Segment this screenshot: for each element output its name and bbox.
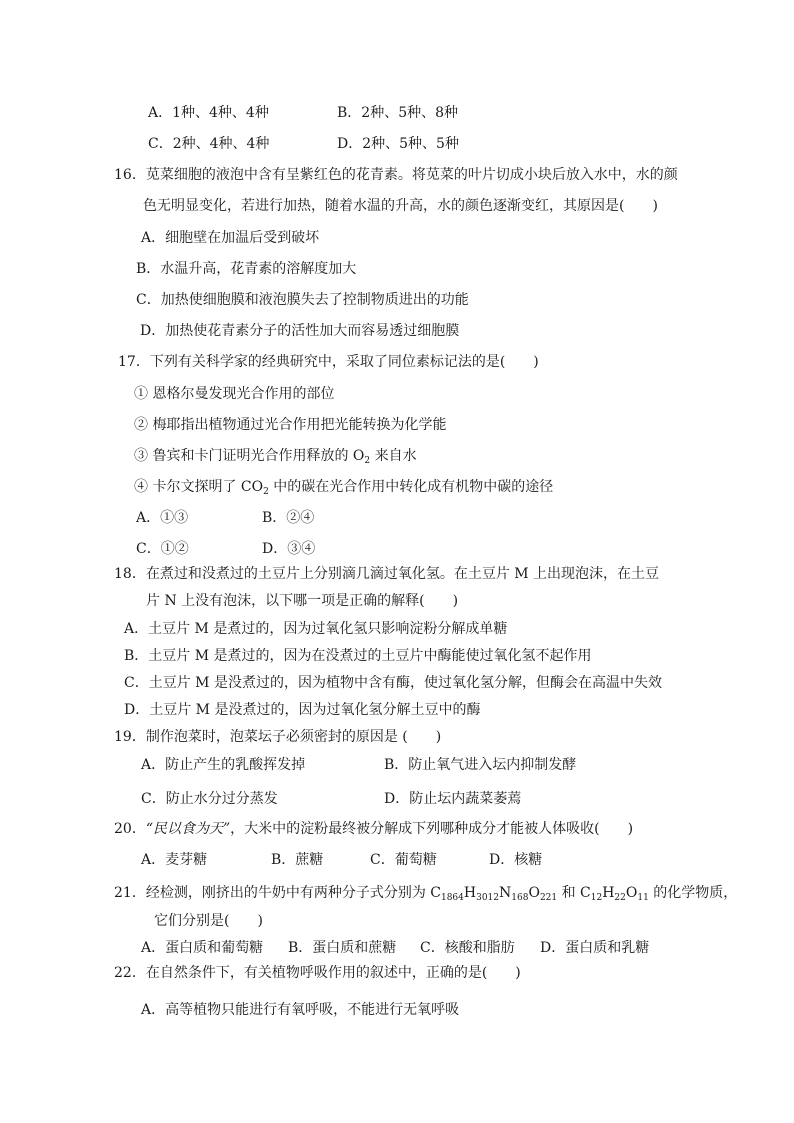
q20-option-d: D．核糖 — [489, 852, 543, 868]
q21-option-b: B．蛋白质和蔗糖 — [288, 940, 397, 956]
q20-stem — [114, 822, 633, 836]
q22-option-a: A．高等植物只能进行有氧呼吸，不能进行无氧呼吸 — [141, 1002, 460, 1018]
q21-formula-1-sub-1: 1864 — [440, 893, 464, 903]
q18-option-a: A．土豆片 M 是煮过的，因为过氧化氢只影响淀粉分解成单糖 — [124, 621, 508, 637]
q21-formula-2-sub-3: 11 — [637, 893, 649, 903]
q21-formula-1-sub-3: 168 — [511, 893, 529, 903]
q21-formula-1-sub-4: 221 — [539, 893, 558, 903]
q17-item-4-tail: 中的碳在光合作用中转化成有机物中碳的途径 — [268, 479, 554, 495]
q21-formula-2-element-h: H — [602, 885, 615, 901]
q18-stem-line-2: 片 N 上没有泡沫，以下哪一项是正确的解释( ) — [146, 593, 459, 609]
q21-formula-2-sub-1: 12 — [590, 893, 603, 903]
q21-stem-line-2: 它们分别是( ) — [154, 913, 263, 929]
q17-item-4 — [134, 479, 554, 497]
q21-stem-tail: 的化学物质， — [648, 885, 738, 901]
q19-option-c: C．防止水分过分蒸发 — [141, 791, 278, 807]
q21-formula-2-element-o: O — [625, 885, 638, 901]
q17-item-2: ② 梅耶指出植物通过光合作用把光能转换为化学能 — [134, 417, 447, 433]
q16-option-c: C．加热使细胞膜和液泡膜失去了控制物质进出的功能 — [136, 292, 469, 308]
q17-item-3-text: ③ 鲁宾和卡门证明光合作用释放的 O — [134, 448, 365, 464]
q21-stem-text: 21．经检测，刚挤出的牛奶中有两种分子式分别为 C — [114, 885, 441, 901]
q18-option-c: C．土豆片 M 是没煮过的，因为植物中含有酶，使过氧化氢分解，但酶会在高温中失效 — [124, 675, 662, 691]
q22-stem: 22．在自然条件下，有关植物呼吸作用的叙述中，正确的是( ) — [114, 965, 521, 981]
q19-stem: 19．制作泡菜时，泡菜坛子必须密封的原因是 ( ) — [114, 729, 442, 745]
q17-item-4-subscript: 2 — [263, 487, 269, 497]
q21-formula-1-element-n: N — [499, 885, 512, 901]
q18-option-b: B．土豆片 M 是煮过的，因为在没煮过的土豆片中酶能使过氧化氢不起作用 — [124, 648, 592, 664]
q16-option-b: B．水温升高，花青素的溶解度加大 — [136, 261, 357, 277]
q16-option-d: D．加热使花青素分子的活性加大而容易透过细胞膜 — [140, 323, 460, 339]
q17-item-4-text: ④ 卡尔文探明了 CO — [134, 479, 264, 495]
q16-option-a: A．细胞壁在加温后受到破坏 — [141, 230, 320, 246]
q16-stem-line-2: 色无明显变化，若进行加热，随着水温的升高，水的颜色逐渐变红，其原因是( ) — [143, 198, 658, 214]
q20-option-c: C．葡萄糖 — [370, 852, 437, 868]
q15-option-c: C．2种、4种、4种 — [148, 136, 270, 152]
q17-stem: 17．下列有关科学家的经典研究中，采取了同位素标记法的是( ) — [118, 354, 539, 370]
q20-number: 20． — [114, 821, 146, 837]
q21-option-a: A．蛋白质和葡萄糖 — [141, 940, 264, 956]
q21-option-d: D．蛋白质和乳糖 — [540, 940, 650, 956]
q21-formula-1-sub-2: 3012 — [476, 893, 500, 903]
q20-stem-text: ，大米中的淀粉最终被分解成下列哪种成分才能被人体吸收( ) — [230, 821, 634, 837]
q17-option-c: C．①② — [136, 541, 189, 557]
q20-option-b: B．蔗糖 — [271, 852, 324, 868]
q17-option-b: B．②④ — [262, 510, 315, 526]
q18-stem-line-1: 18．在煮过和没煮过的土豆片上分别滴几滴过氧化氢。在土豆片 M 上出现泡沫，在土豆 — [114, 566, 660, 582]
q20-option-a: A．麦芽糖 — [141, 852, 208, 868]
q21-formula-1-element-h: H — [463, 885, 477, 901]
q17-option-a: A．①③ — [136, 510, 189, 526]
q17-option-d: D．③④ — [262, 541, 316, 557]
q15-option-a: A．1种、4种、4种 — [148, 105, 269, 121]
q21-stem-mid: 和 C — [557, 885, 591, 901]
q17-item-1: ① 恩格尔曼发现光合作用的部位 — [134, 386, 335, 402]
q21-option-c: C．核酸和脂肪 — [420, 940, 515, 956]
q17-item-3-subscript: 2 — [364, 456, 371, 466]
q19-option-b: B．防止氧气进入坛内抑制发酵 — [384, 757, 577, 773]
q15-option-b: B．2种、5种、8种 — [337, 105, 459, 121]
q21-stem-line-1 — [114, 885, 738, 903]
q19-option-a: A．防止产生的乳酸挥发掉 — [141, 757, 306, 773]
q19-option-d: D．防止坛内蔬菜萎蔫 — [384, 791, 522, 807]
q21-formula-1-element-o: O — [528, 885, 540, 901]
q15-option-d: D．2种、5种、5种 — [337, 136, 459, 152]
q20-quote: “民以食为天” — [145, 821, 231, 837]
q16-stem-line-1: 16．苋菜细胞的液泡中含有呈紫红色的花青素。将苋菜的叶片切成小块后放入水中，水的颜 — [114, 167, 678, 183]
q18-option-d: D．土豆片 M 是没煮过的，因为过氧化氢分解土豆中的酶 — [124, 702, 481, 718]
q17-item-3 — [134, 448, 417, 466]
q21-formula-2-sub-2: 22 — [614, 893, 626, 903]
q17-item-3-tail: 来自水 — [370, 448, 417, 464]
